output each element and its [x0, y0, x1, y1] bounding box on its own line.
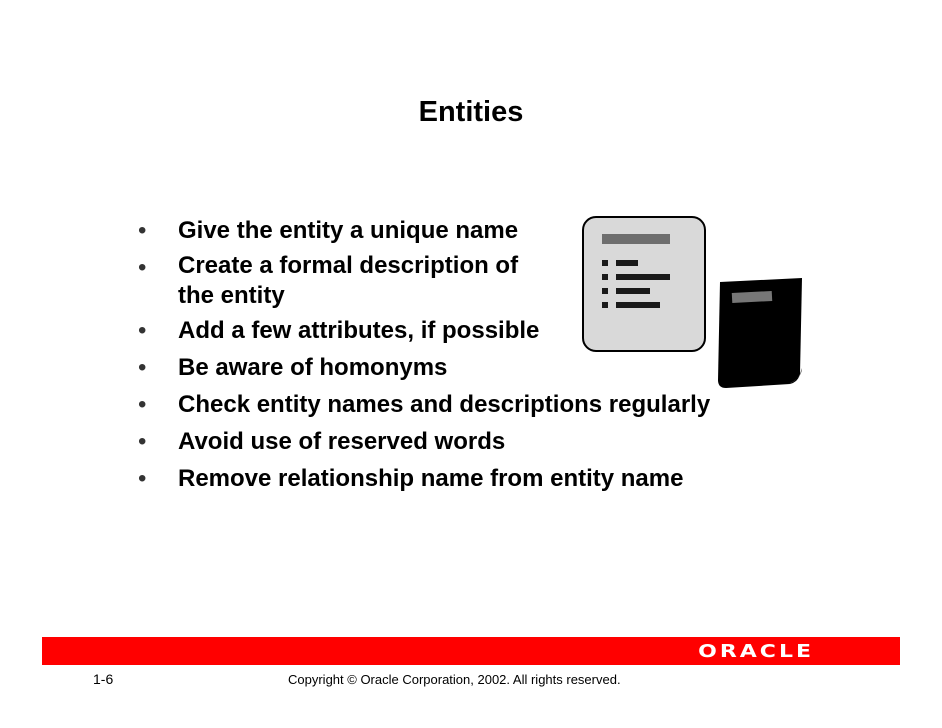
- bullet-marker: •: [138, 254, 147, 281]
- bullet-marker: •: [138, 217, 147, 244]
- bullet-marker: •: [138, 354, 147, 381]
- bullet-item: [128, 351, 710, 385]
- card-bullet-dot: [602, 274, 608, 280]
- bullet-text: Add a few attributes, if possible: [178, 317, 540, 344]
- bullet-item: [128, 425, 710, 459]
- card-title-bar: [602, 234, 670, 244]
- copyright-notice: Copyright © Oracle Corporation, 2002. All rights reserved.: [288, 672, 621, 687]
- bullet-marker: •: [138, 428, 147, 455]
- bullet-marker: •: [138, 317, 147, 344]
- card-bullet-dot: [602, 302, 608, 308]
- card-bullet-dot: [602, 288, 608, 294]
- entity-card-icon: [582, 216, 706, 352]
- bullet-marker: •: [138, 391, 147, 418]
- card-line: [616, 302, 660, 308]
- bullet-text: Give the entity a unique name: [178, 217, 519, 244]
- oracle-logo: ORACLE: [698, 641, 814, 662]
- card-line: [616, 260, 638, 266]
- card-bullet-dot: [602, 260, 608, 266]
- bullet-text: Check entity names and descriptions regularly: [178, 391, 711, 418]
- slide-title: Entities: [418, 96, 524, 128]
- bullet-text: Be aware of homonyms: [178, 354, 448, 381]
- bullet-text: Remove relationship name from entity name: [178, 465, 684, 492]
- bullet-item: [128, 462, 710, 496]
- book-shape: [716, 278, 804, 388]
- footer-bar: [42, 637, 900, 665]
- card-line: [616, 288, 650, 294]
- bullet-text: Avoid use of reserved words: [178, 428, 506, 455]
- book-icon: [716, 278, 804, 388]
- bullet-item: [128, 388, 710, 422]
- page-number: 1-6: [93, 671, 114, 687]
- bullet-marker: •: [138, 465, 147, 492]
- bullet-text: Create a formal description of the entity: [178, 252, 519, 309]
- card-line: [616, 274, 670, 280]
